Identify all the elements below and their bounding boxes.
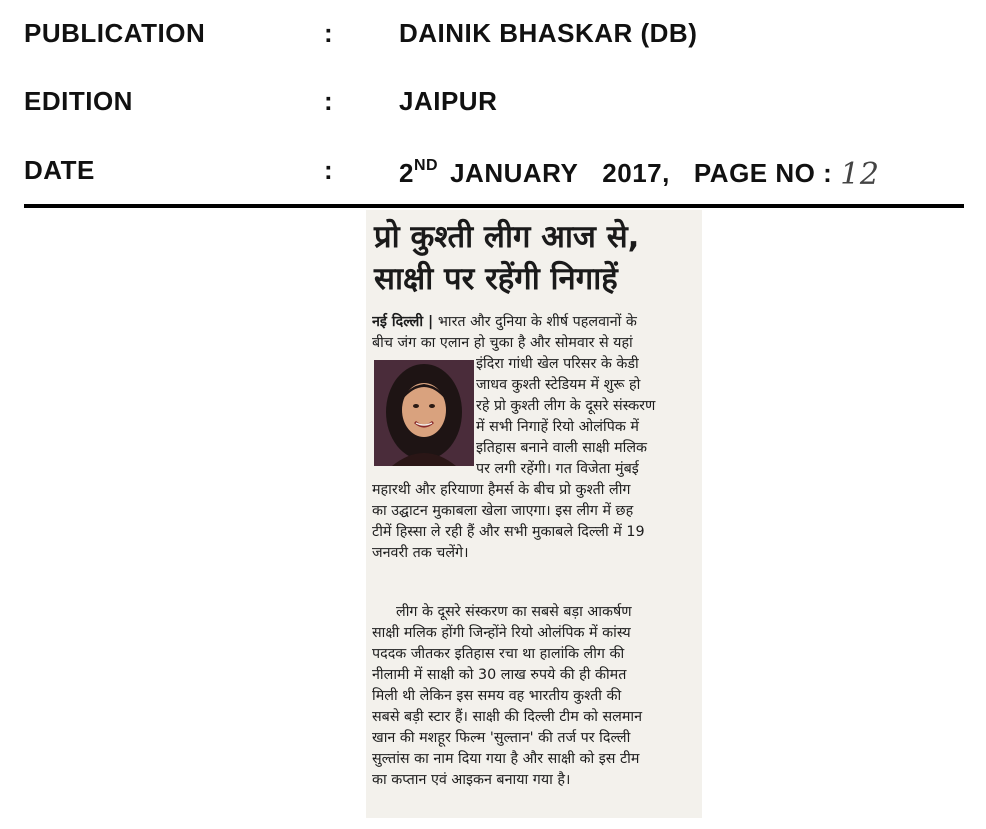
article-dateline: नई दिल्ली |	[372, 314, 434, 330]
edition-colon: :	[324, 86, 334, 116]
paragraph-line: का उद्घाटन मुकाबला खेला जाएगा। इस लीग में छह	[372, 503, 634, 519]
date-day: 2	[399, 158, 414, 188]
page-label: PAGE NO	[693, 158, 816, 188]
paragraph-line: पर लगी रहेंगी। गत विजेता मुंबई	[476, 461, 639, 477]
date-row	[24, 155, 964, 195]
paragraph-line: टीमें हिस्सा ले रही हैं और सभी मुकाबले दिल्ली में 19	[372, 524, 645, 540]
paragraph-line: सुल्तांस का नाम दिया गया है और साक्षी को इस टीम	[372, 751, 640, 767]
sakshi-malik-photo	[374, 360, 474, 466]
article-headline	[374, 216, 696, 300]
paragraph-line: नीलामी में साक्षी को 30 लाख रुपये की ही कीमत	[372, 667, 627, 683]
date-year: 2017,	[602, 158, 670, 188]
paragraph-line: साक्षी मलिक होंगी जिन्होंने रियो ओलंपिक में कांस्य	[372, 625, 631, 641]
paragraph-line: का कप्तान एवं आइकन बनाया गया है।	[372, 772, 571, 788]
date-value	[399, 155, 879, 190]
paragraph-line: नई दिल्ली | भारत और दुनिया के शीर्ष पहलवानों के	[372, 314, 637, 330]
paragraph-line: इतिहास बनाने वाली साक्षी मलिक	[476, 440, 648, 456]
date-label: DATE	[24, 155, 95, 185]
headline-line: प्रो कुश्ती लीग आज से,	[374, 219, 640, 255]
publication-row	[24, 18, 964, 58]
publication-value: DAINIK BHASKAR (DB)	[399, 18, 698, 48]
paragraph-line: बीच जंग का एलान हो चुका है और सोमवार से यहां	[372, 335, 633, 351]
date-day-suffix: ND	[413, 157, 439, 174]
paragraph-line: जनवरी तक चलेंगे।	[372, 545, 469, 561]
paragraph-line: महारथी और हरियाणा हैमर्स के बीच प्रो कुश्ती लीग	[372, 482, 631, 498]
paragraph-line: इंदिरा गांधी खेल परिसर के केडी	[476, 356, 639, 372]
paragraph-line: मिली थी लेकिन इस समय वह भारतीय कुश्ती की	[372, 688, 622, 704]
newspaper-clipping	[366, 210, 702, 818]
page-number-handwritten: 12	[840, 157, 880, 192]
paragraph-line: खान की मशहूर फिल्म 'सुल्तान' की तर्ज पर दिल्ली	[372, 730, 631, 746]
edition-label: EDITION	[24, 86, 133, 116]
paragraph-line: सबसे बड़ी स्टार हैं। साक्षी की दिल्ली टीम को सलमान	[372, 709, 643, 725]
paragraph-line: पददक जीतकर इतिहास रचा था हालांकि लीग की	[372, 646, 625, 662]
paragraph-line: में सभी निगाहें रियो ओलंपिक में	[476, 419, 639, 435]
paragraph-line: जाधव कुश्ती स्टेडियम में शुरू हो	[476, 377, 641, 393]
headline-line: साक्षी पर रहेंगी निगाहें	[374, 261, 618, 297]
header-divider	[24, 204, 964, 208]
edition-row	[24, 86, 964, 126]
date-month: JANUARY	[450, 158, 579, 188]
publication-colon: :	[324, 18, 334, 48]
publication-label: PUBLICATION	[24, 18, 206, 48]
page-colon: :	[823, 158, 833, 188]
date-colon: :	[324, 155, 334, 185]
article-paragraph-2	[372, 602, 697, 791]
paragraph-line: रहे प्रो कुश्ती लीग के दूसरे संस्करण	[476, 398, 656, 414]
edition-value: JAIPUR	[399, 86, 498, 116]
paragraph-line: लीग के दूसरे संस्करण का सबसे बड़ा आकर्षण	[396, 604, 632, 620]
